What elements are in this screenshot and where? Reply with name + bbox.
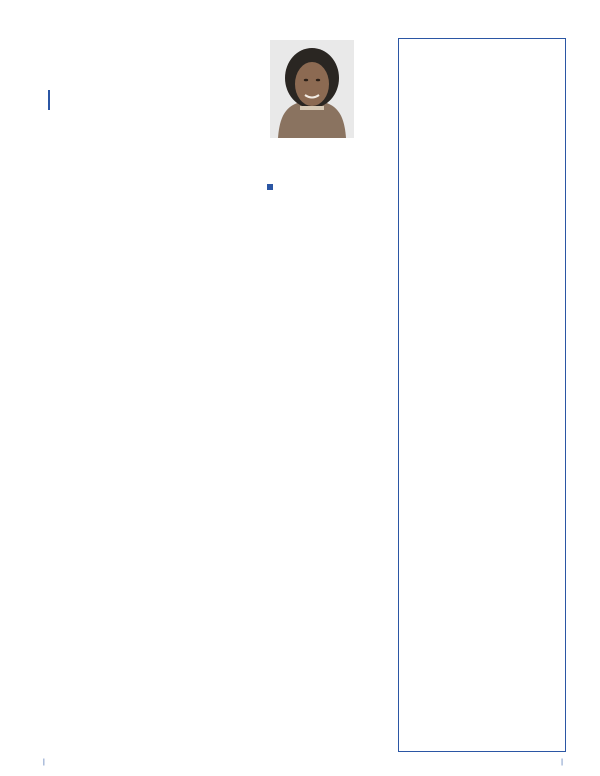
footer-right: |	[561, 759, 563, 766]
body-column-2	[252, 182, 389, 194]
heading-bar	[48, 90, 50, 110]
end-of-article-mark	[267, 184, 273, 190]
masthead	[398, 38, 566, 752]
paragraph	[252, 182, 389, 194]
section-heading	[48, 90, 60, 113]
body-column-1	[40, 182, 238, 190]
author-photo	[270, 40, 354, 138]
footer-left: |	[43, 759, 45, 766]
